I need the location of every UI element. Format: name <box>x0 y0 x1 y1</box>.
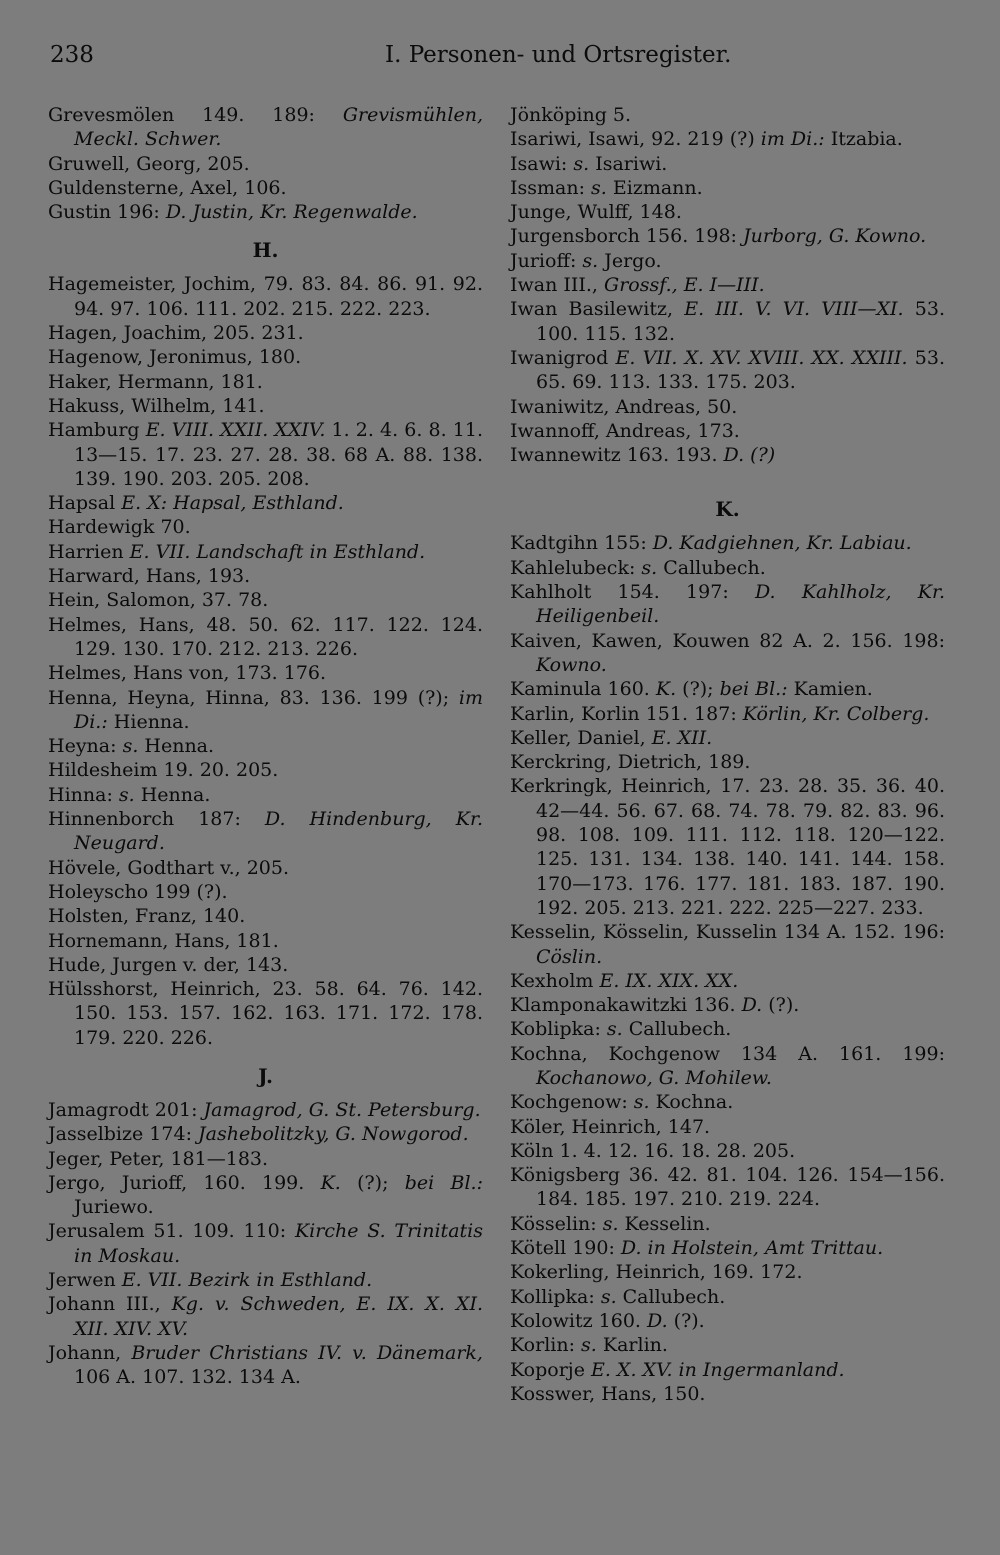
index-entry: Keller, Daniel, E. XII. <box>510 726 713 749</box>
index-entry: Haker, Hermann, 181. <box>48 370 263 393</box>
section-heading: J. <box>258 1063 273 1088</box>
index-entry: Jasselbize 174: Jashebolitzky, G. Nowgorod. <box>48 1123 469 1146</box>
index-entry: Hude, Jurgen v. der, 143. <box>48 953 289 976</box>
index-entry: Hapsal E. X: Hapsal, Esthland. <box>48 492 344 515</box>
index-entry: Koblipka: s. Callubech. <box>510 1018 732 1041</box>
index-entry: Iwaniwitz, Andreas, 50. <box>510 395 738 418</box>
index-entry: Johann III., Kg. v. Schweden, E. IX. X. XI. XII. XIV. XV. <box>48 1293 483 1340</box>
page-number: 238 <box>50 42 94 68</box>
index-entry: Kochgenow: s. Kochna. <box>510 1091 734 1114</box>
index-entry: Iwannoff, Andreas, 173. <box>510 419 740 442</box>
index-entry: Heyna: s. Henna. <box>48 735 215 758</box>
index-entry: Harrien E. VII. Landschaft in Esthland. <box>48 540 426 563</box>
index-entry: Iwan III., Grossf., E. I—III. <box>510 274 765 297</box>
index-entry: Kerkringk, Heinrich, 17. 23. 28. 35. 36. 40. 42—44. 56. 67. 68. 74. 78. 79. 82. 83. 96. 98. 108. 109. 111. 112. 118. 120—122. 125. 131. 134. 138. 140. 141. 144. 158. 170—173. 176. 177. 181. 183. 187. 190. 192. 205. 213. 221. 222. 225—227. 233. <box>510 775 945 919</box>
index-entry: Holeyscho 199 (?). <box>48 880 228 903</box>
index-entry: Jergo, Jurioff, 160. 199. K. (?); bei Bl.: Juriewo. <box>48 1171 483 1219</box>
index-entry: Harward, Hans, 193. <box>48 565 251 588</box>
index-entry: Jerusalem 51. 109. 110: Kirche S. Trinitatis in Moskau. <box>48 1220 483 1267</box>
index-entry: Hagemeister, Jochim, 79. 83. 84. 86. 91. 92. 94. 97. 106. 111. 202. 215. 222. 223. <box>48 273 483 320</box>
index-entry: Kadtgihn 155: D. Kadgiehnen, Kr. Labiau. <box>510 532 912 555</box>
index-entry: Helmes, Hans, 48. 50. 62. 117. 122. 124. 129. 130. 170. 212. 213. 226. <box>48 613 483 660</box>
index-entry: Kahlelubeck: s. Callubech. <box>510 556 766 579</box>
index-entry: Johann, Bruder Christians IV. v. Dänemark, 106 A. 107. 132. 134 A. <box>48 1341 483 1389</box>
index-entry: Korlin: s. Karlin. <box>510 1334 668 1357</box>
index-entry: Hagenow, Jeronimus, 180. <box>48 346 302 369</box>
index-entry: Holsten, Franz, 140. <box>48 905 246 928</box>
index-entry: Kahlholt 154. 197: D. Kahlholz, Kr. Heiligenbeil. <box>510 581 945 628</box>
index-entry: Iwanigrod E. VII. X. XV. XVIII. XX. XXIII. 53. 65. 69. 113. 133. 175. 203. <box>510 346 945 394</box>
index-entry: Helmes, Hans von, 173. 176. <box>48 662 327 685</box>
page-header <box>50 42 945 74</box>
index-entry: Kolowitz 160. D. (?). <box>510 1309 705 1332</box>
index-entry: Kerckring, Dietrich, 189. <box>510 751 751 774</box>
index-entry: Kollipka: s. Callubech. <box>510 1285 726 1308</box>
index-entry: Kaiven, Kawen, Kouwen 82 A. 2. 156. 198: Kowno. <box>510 629 945 676</box>
index-entry: Jeger, Peter, 181—183. <box>48 1147 269 1170</box>
index-entry: Hamburg E. VIII. XXII. XXIV. 1. 2. 4. 6. 8. 11. 13—15. 17. 23. 27. 28. 38. 68 A. 88. 138. 139. 190. 203. 205. 208. <box>48 419 484 490</box>
index-entry: Issman: s. Eizmann. <box>510 176 703 199</box>
index-entry: Hövele, Godthart v., 205. <box>48 856 290 879</box>
index-entry: Gustin 196: D. Justin, Kr. Regenwalde. <box>48 201 418 224</box>
section-heading: K. <box>715 497 740 522</box>
index-entry: Kokerling, Heinrich, 169. 172. <box>510 1261 803 1284</box>
index-entry: Hornemann, Hans, 181. <box>48 929 279 952</box>
index-entry: Guldensterne, Axel, 106. <box>48 176 287 199</box>
index-entry: Köler, Heinrich, 147. <box>510 1115 711 1138</box>
index-entry: Hildesheim 19. 20. 205. <box>48 759 279 782</box>
index-entry: Iwannewitz 163. 193. D. (?) <box>510 444 776 467</box>
index-entry: Jurgensborch 156. 198: Jurborg, G. Kowno. <box>510 225 927 248</box>
section-heading: H. <box>252 238 279 263</box>
index-entry: Hardewigk 70. <box>48 516 191 539</box>
index-entry: Kötell 190: D. in Holstein, Amt Trittau. <box>510 1237 884 1260</box>
index-column-left <box>48 103 483 1390</box>
running-title: I. Personen- und Ortsregister. <box>385 42 732 68</box>
index-entry: Junge, Wulff, 148. <box>510 201 682 224</box>
index-entry: Kaminula 160. K. (?); bei Bl.: Kamien. <box>510 678 873 701</box>
index-entry: Hinnenborch 187: D. Hindenburg, Kr. Neugard. <box>48 808 483 855</box>
index-entry: Jerwen E. VII. Bezirk in Esthland. <box>48 1269 373 1292</box>
index-entry: Karlin, Korlin 151. 187: Körlin, Kr. Colberg. <box>510 702 930 725</box>
index-entry: Hülsshorst, Heinrich, 23. 58. 64. 76. 142. 150. 153. 157. 162. 163. 171. 172. 178. 179. 220. 226. <box>48 978 483 1049</box>
index-entry: Jönköping 5. <box>510 104 632 126</box>
index-entry: Kexholm E. IX. XIX. XX. <box>510 969 739 992</box>
index-entry: Kösselin: s. Kesselin. <box>510 1212 711 1235</box>
index-entry: Koporje E. X. XV. in Ingermanland. <box>510 1358 845 1381</box>
index-column-right <box>510 103 945 1406</box>
index-entry: Kosswer, Hans, 150. <box>510 1382 706 1405</box>
index-entry: Jamagrodt 201: Jamagrod, G. St. Petersburg. <box>48 1098 481 1121</box>
index-entry: Gruwell, Georg, 205. <box>48 152 250 175</box>
index-entry: Isariwi, Isawi, 92. 219 (?) im Di.: Itzabia. <box>510 128 903 151</box>
index-entry: Kesselin, Kösselin, Kusselin 134 A. 152. 196: Cöslin. <box>510 921 945 968</box>
index-entry: Köln 1. 4. 12. 16. 18. 28. 205. <box>510 1139 796 1162</box>
index-entry: Grevesmölen 149. 189: Grevismühlen, Meckl. Schwer. <box>48 104 483 151</box>
index-entry: Jurioff: s. Jergo. <box>510 249 662 272</box>
index-entry: Iwan Basilewitz, E. III. V. VI. VIII—XI. 53. 100. 115. 132. <box>510 298 946 345</box>
index-entry: Hinna: s. Henna. <box>48 783 211 806</box>
index-entry: Hakuss, Wilhelm, 141. <box>48 394 265 417</box>
index-entry: Königsberg 36. 42. 81. 104. 126. 154—156. 184. 185. 197. 210. 219. 224. <box>510 1164 945 1211</box>
index-entry: Klamponakawitzki 136. D. (?). <box>510 994 800 1017</box>
index-entry: Hein, Salomon, 37. 78. <box>48 589 269 612</box>
index-entry: Kochna, Kochgenow 134 A. 161. 199: Kochanowo, G. Mohilew. <box>510 1042 945 1089</box>
index-entry: Isawi: s. Isariwi. <box>510 152 668 175</box>
index-entry: Henna, Heyna, Hinna, 83. 136. 199 (?); im Di.: Hienna. <box>48 686 483 733</box>
index-entry: Hagen, Joachim, 205. 231. <box>48 322 304 345</box>
